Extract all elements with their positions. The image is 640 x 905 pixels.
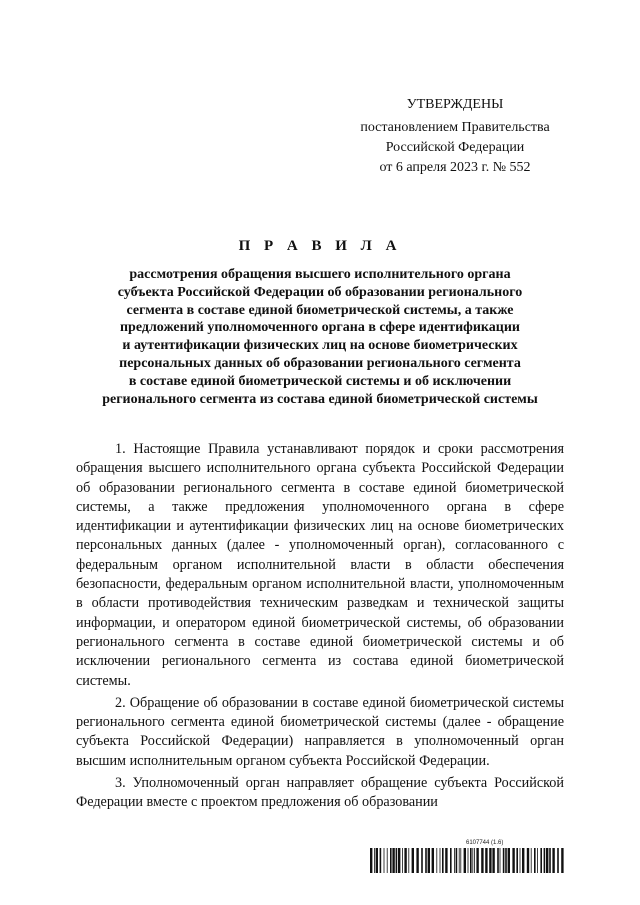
approval-stamp [340, 95, 570, 178]
barcode-id: 6107744 (1.6) [466, 840, 504, 846]
subtitle-line: и аутентификации физических лиц на основе биометрических [122, 338, 518, 354]
subtitle-line: субъекта Российской Федерации об образовании регионального [117, 284, 523, 300]
subtitle-line: рассмотрения обращения высшего исполнительного органа [129, 267, 511, 282]
subtitle-line: регионального сегмента из состава единой биометрической системы [102, 391, 538, 407]
document-subtitle [75, 266, 565, 408]
approval-line: от 6 апреля 2023 г. № 552 [379, 160, 531, 175]
subtitle-line: сегмента в составе единой биометрической системы, а также [126, 302, 514, 318]
approval-line: постановлением Правительства [360, 120, 550, 135]
barcode-icon [370, 848, 565, 873]
approval-heading: УТВЕРЖДЕНЫ [406, 97, 504, 112]
subtitle-line: предложений уполномоченного органа в сфере идентификации [119, 320, 520, 336]
paragraph-3: 3. Уполномоченный орган направляет обращение субъекта Российской Федерации вместе с проектом предложения об образовании [76, 775, 564, 811]
barcode [370, 840, 565, 874]
subtitle-line: в составе единой биометрической системы и об исключении [128, 373, 512, 389]
approval-line: Российской Федерации [385, 140, 525, 155]
subtitle-line: персональных данных об образовании регионального сегмента [119, 355, 521, 371]
paragraph-2: 2. Обращение об образовании в составе единой биометрической системы регионального сегмента единой биометрической системы (далее - обращение субъекта Российской Федерации) направляется в уполномоченный орган высшим исполнительным органом субъекта Российской Федерации. [76, 694, 564, 769]
document-title: П Р А В И Л А [238, 238, 402, 254]
document-body [76, 440, 564, 816]
paragraph-1: 1. Настоящие Правила устанавливают порядок и сроки рассмотрения обращения высшего исполнительного органа субъекта Российской Федерации об образовании регионального сегмента в составе единой биометрической системы, а также предложения уполномоченного органа в сфере идентификации и аутентификации физических лиц на основе биометрических персональных данных (далее - уполномоченный орган), согласованного с федеральным органом исполнительной власти в области обеспечения безопасности, федеральным органом исполнительной власти, уполномоченным в области противодействия техническим разведкам и технической защиты информации, и оператором единой биометрической системы, об образовании регионального сегмента в составе единой биометрической системы и об исключении регионального сегмента из состава единой биометрической системы. [76, 441, 564, 689]
